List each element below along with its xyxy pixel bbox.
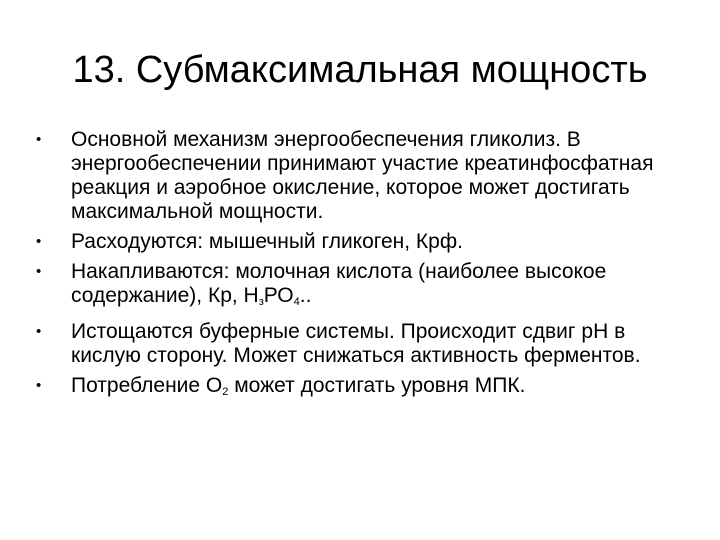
bullet-text: Истощаются буферные системы. Происходит сдвиг pH в кислую сторону. Может снижаться активность ферментов.	[71, 320, 641, 367]
bullet-text: может достигать уровня МПК.	[228, 374, 526, 397]
bullet-text: Расходуются: мышечный гликоген, Крф.	[71, 230, 463, 253]
bullet-text: ..	[299, 284, 312, 307]
subscript: з	[258, 296, 264, 308]
bullet-list	[36, 128, 676, 410]
bullet-item-1	[36, 128, 676, 224]
bullet-item-3	[36, 260, 676, 314]
bullet-dot-icon: •	[36, 263, 42, 280]
bullet-text: Накапливаются: молочная кислота (наиболее высокое содержание), Кр, Н	[71, 260, 607, 307]
slide-title: 13. Субмаксимальная мощность	[72, 49, 648, 91]
bullet-dot-icon: •	[36, 377, 42, 394]
bullet-dot-icon: •	[36, 131, 42, 148]
bullet-item-4	[36, 320, 676, 368]
bullet-text: Потребление О	[71, 374, 223, 397]
bullet-dot-icon: •	[36, 323, 42, 340]
bullet-item-5	[36, 374, 676, 404]
bullet-text: РО	[263, 284, 294, 307]
bullet-text: Основной механизм энергообеспечения гликолиз. В энергообеспечении принимают участие креатинфосфатная реакция и аэробное окисление, которое может достигать максимальной мощности.	[71, 128, 654, 223]
bullet-dot-icon: •	[36, 233, 42, 250]
subscript: 2	[222, 386, 229, 398]
bullet-item-2	[36, 230, 676, 254]
subscript: 4	[293, 296, 300, 308]
